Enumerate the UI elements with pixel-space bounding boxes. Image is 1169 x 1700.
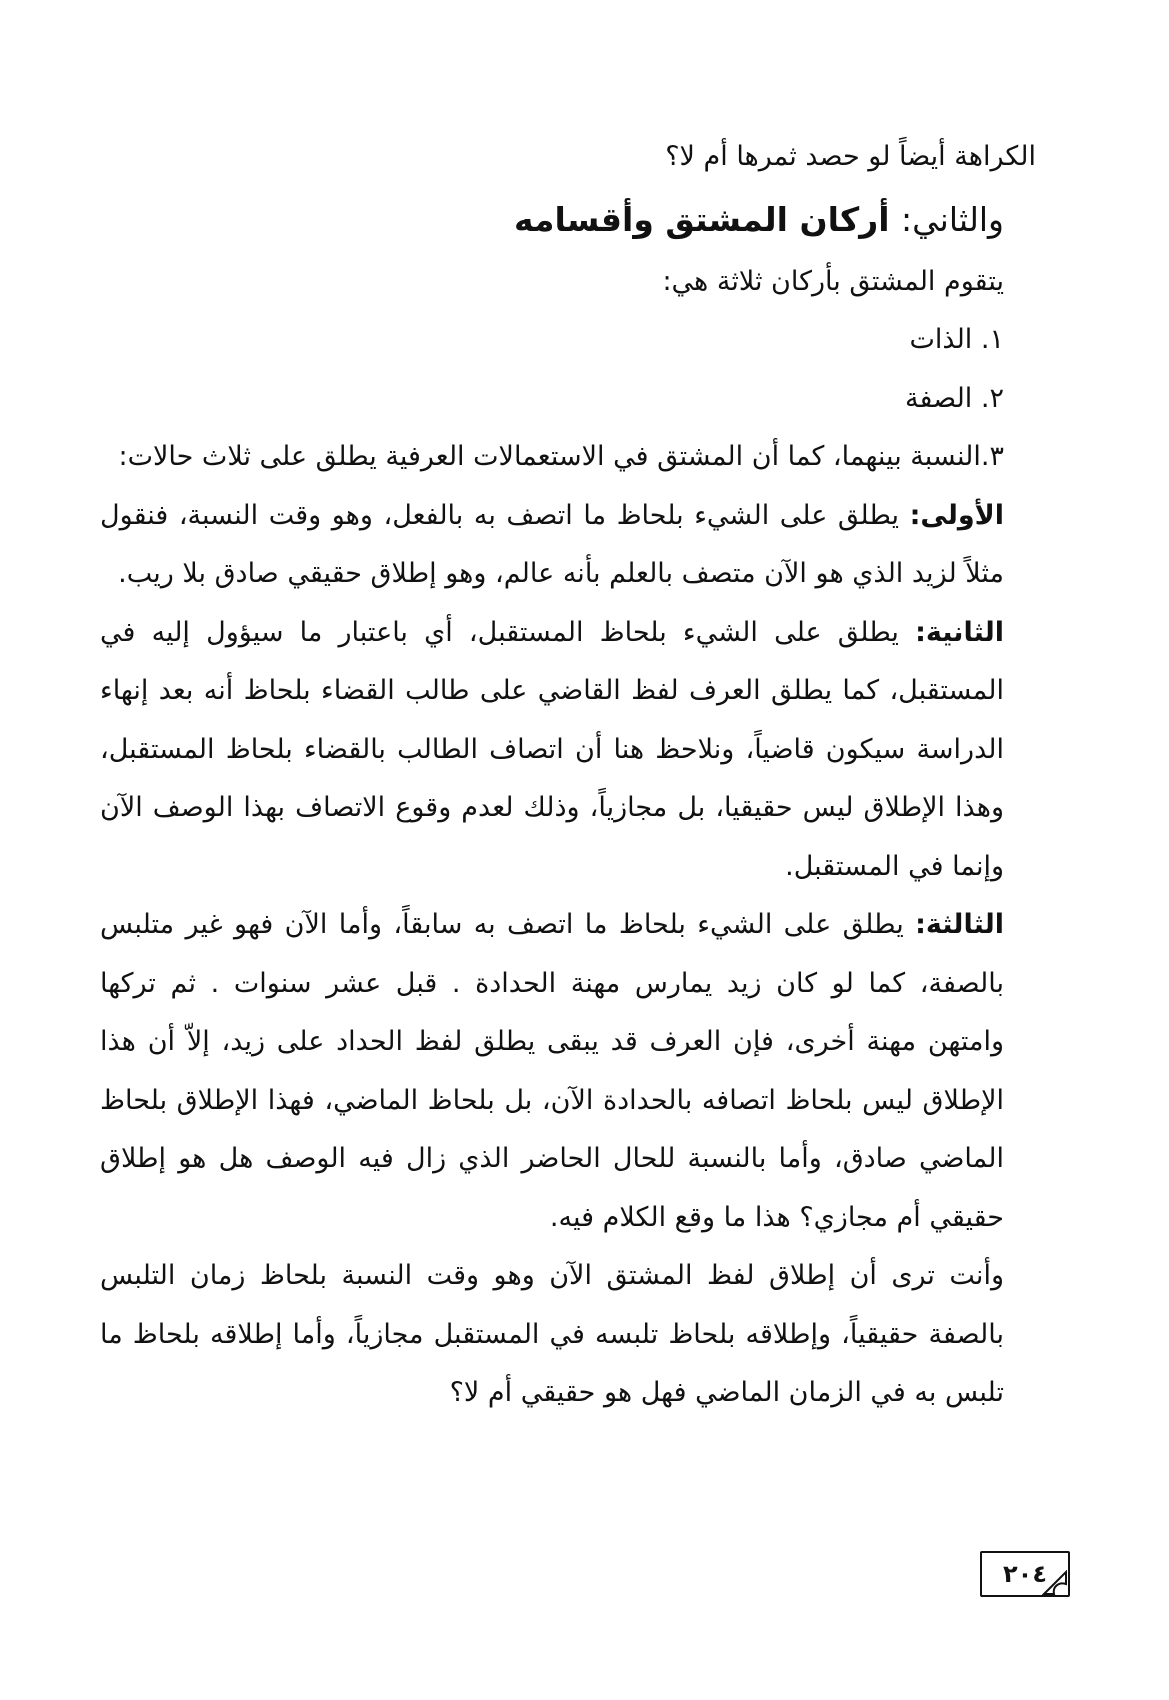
case-first-lead: الأولى:: [909, 499, 1004, 531]
intro-line: الكراهة أيضاً لو حصد ثمرها أم لا؟: [665, 141, 1036, 172]
page-curl-icon: [1042, 1570, 1068, 1596]
page-number: ٢٠٤: [1003, 1560, 1047, 1588]
section-heading-label: والثاني:: [901, 199, 1004, 239]
pillar-item-2: ٢. الصفة: [905, 382, 1004, 414]
section-heading: [100, 187, 1036, 253]
case-second-text: يطلق على الشيء بلحاظ المستقبل، أي باعتبار ما سيؤول إليه في المستقبل، كما يطلق العرف لفظ القاضي على طالب القضاء بلحاظ أنه بعد إنهاء الدراسة سيكون قاضياً، ونلاحظ هنا أن اتصاف الطالب بالقضاء بلحاظ المستقبل، وهذا الإطلاق ليس حقيقيا، بل مجازياً، وذلك لعدم وقوع الاتصاف بهذا الوصف الآن وإنما في المستقبل.: [100, 616, 1004, 882]
conclusion-paragraph: وأنت ترى أن إطلاق لفظ المشتق الآن وهو وقت النسبة بلحاظ زمان التلبس بالصفة حقيقياً، وإطلاقه بلحاظ تلبسه في المستقبل مجازياً، وأما إطلاقه بلحاظ ما تلبس به في الزمان الماضي فهل هو حقيقي أم لا؟: [100, 1260, 1004, 1408]
section-heading-title: أركان المشتق وأقسامه: [514, 199, 890, 239]
pillar-item-1: ١. الذات: [909, 324, 1004, 355]
case-paragraph-first: [100, 487, 1036, 604]
case-third-text: يطلق على الشيء بلحاظ ما اتصف به سابقاً، وأما الآن فهو غير متلبس بالصفة، كما لو كان زيد يمارس مهنة الحدادة . قبل عشر سنوات . ثم تركها وامتهن مهنة أخرى، فإن العرف قد يبقى يطلق لفظ الحداد على زيد، إلاّ أن هذا الإطلاق ليس بلحاظ اتصافه بالحدادة الآن، بل بلحاظ الماضي، فهذا الإطلاق بلحاظ الماضي صادق، وأما بالنسبة للحال الحاضر الذي زال فيه الوصف هل هو إطلاق حقيقي أم مجازي؟ هذا ما وقع الكلام فيه.: [100, 909, 1004, 1233]
pillar-item-3: ٣.النسبة بينهما، كما أن المشتق في الاستعمالات العرفية يطلق على ثلاث حالات:: [118, 441, 1004, 472]
case-paragraph-second: [100, 604, 1036, 897]
case-third-lead: الثالثة:: [915, 909, 1004, 940]
case-second-lead: الثانية:: [915, 616, 1004, 648]
case-first-text: يطلق على الشيء بلحاظ ما اتصف به بالفعل، وهو وقت النسبة، فنقول مثلاً لزيد الذي هو الآن متصف بالعلم بأنه عالم، وهو إطلاق حقيقي صادق بلا ريب.: [100, 499, 1004, 589]
page-body: [100, 128, 1036, 1423]
case-paragraph-third: [100, 896, 1036, 1247]
pillars-intro: يتقوم المشتق بأركان ثلاثة هي:: [662, 265, 1004, 297]
